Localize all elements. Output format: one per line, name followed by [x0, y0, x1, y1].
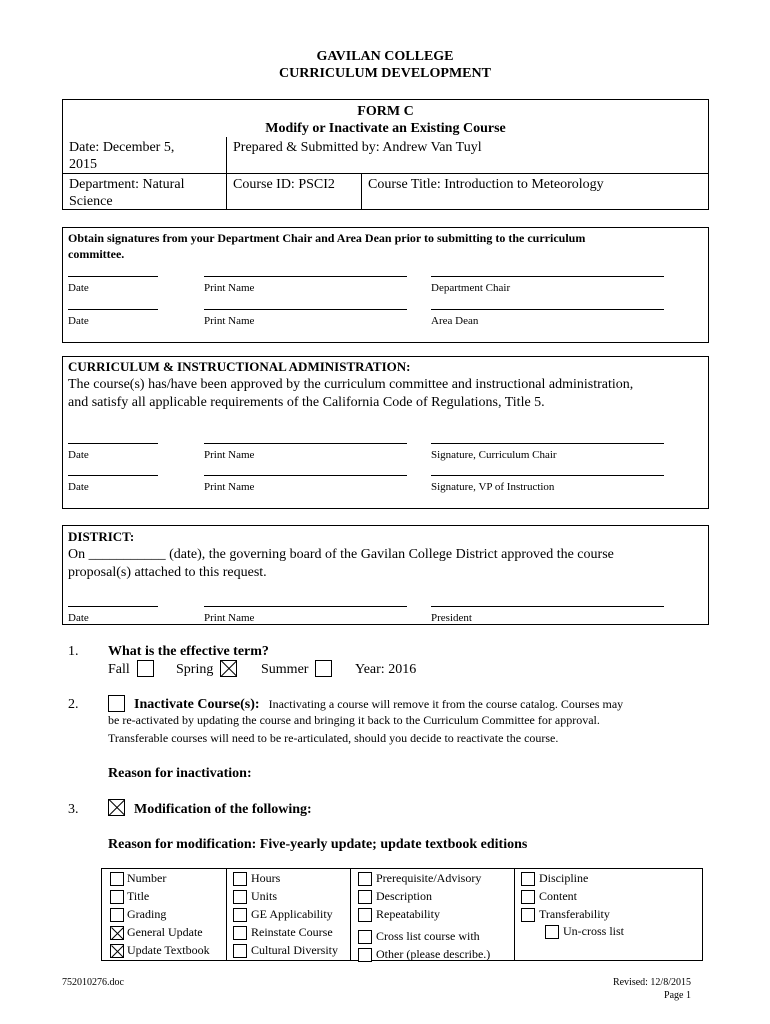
department-value: Science — [69, 194, 113, 209]
curriculum-text: The course(s) has/have been approved by the curriculum committee and instructional administration, — [68, 377, 634, 392]
cultural-diversity-checkbox[interactable] — [233, 944, 247, 958]
print-name-signature-line[interactable] — [204, 276, 407, 277]
fall-checkbox[interactable] — [137, 660, 154, 677]
modification-option-label: Description — [376, 889, 432, 903]
signature-instruction: Obtain signatures from your Department Chair and Area Dean prior to submitting to the curriculum — [68, 231, 586, 245]
effective-term-question: What is the effective term? — [108, 644, 269, 659]
print-name-signature-line[interactable] — [204, 309, 407, 310]
modification-title: Modification of the following: — [134, 802, 312, 817]
course-title-field: Course Title: Introduction to Meteorology — [368, 177, 604, 192]
inactivate-text-cont: be re-activated by updating the course and bringing it back to the Curriculum Committee for approval. — [108, 713, 600, 727]
transferability-checkbox[interactable] — [521, 908, 535, 922]
modification-option-label: Prerequisite/Advisory — [376, 871, 482, 885]
modification-option-label: Transferability — [539, 907, 610, 921]
summer-label: Summer — [261, 662, 309, 677]
department-title: CURRICULUM DEVELOPMENT — [279, 66, 491, 81]
date-signature-line[interactable] — [68, 606, 158, 607]
district-text-cont: proposal(s) attached to this request. — [68, 565, 267, 580]
modification-option-label: Hours — [251, 871, 281, 885]
modification-option-label: Update Textbook — [127, 943, 210, 957]
ge-applicability-checkbox[interactable] — [233, 908, 247, 922]
question-2-number: 2. — [68, 697, 79, 712]
un-cross-list-checkbox[interactable] — [545, 925, 559, 939]
modification-checkbox[interactable] — [108, 799, 125, 816]
print-name-signature-line[interactable] — [204, 606, 407, 607]
print-name-signature-line[interactable] — [204, 443, 407, 444]
college-title: GAVILAN COLLEGE — [316, 49, 454, 64]
print-name-label: Print Name — [204, 612, 255, 624]
form-subtitle: Modify or Inactivate an Existing Course — [265, 121, 506, 136]
footer-file: 752010276.doc — [62, 977, 124, 988]
description-checkbox[interactable] — [358, 890, 372, 904]
spring-label: Spring — [176, 662, 214, 677]
signature-instruction-cont: committee. — [68, 247, 125, 261]
curriculum-chair-signature-line[interactable] — [431, 443, 664, 444]
date-signature-line[interactable] — [68, 475, 158, 476]
curriculum-chair-label: Signature, Curriculum Chair — [431, 449, 557, 461]
prepared-by-field: Prepared & Submitted by: Andrew Van Tuyl — [233, 140, 482, 155]
date-label: Date — [68, 282, 89, 294]
print-name-label: Print Name — [204, 481, 255, 493]
date-signature-line[interactable] — [68, 309, 158, 310]
modification-option-label: Grading — [127, 907, 167, 921]
prerequisite-advisory-checkbox[interactable] — [358, 872, 372, 886]
modification-reason: Reason for modification: Five-yearly update; update textbook editions — [108, 837, 528, 852]
vp-instruction-label: Signature, VP of Instruction — [431, 481, 555, 493]
date-signature-line[interactable] — [68, 443, 158, 444]
vp-instruction-signature-line[interactable] — [431, 475, 664, 476]
curriculum-heading: CURRICULUM & INSTRUCTIONAL ADMINISTRATION: — [68, 359, 411, 374]
update-textbook-checkbox[interactable] — [110, 944, 124, 958]
fall-label: Fall — [108, 662, 130, 677]
form-name: FORM C — [357, 104, 414, 119]
modification-option-label: Other (please describe.) — [376, 947, 491, 961]
summer-checkbox[interactable] — [315, 660, 332, 677]
modification-option-label: General Update — [127, 925, 203, 939]
question-1-number: 1. — [68, 644, 79, 659]
modification-option-label: Number — [127, 871, 167, 885]
content-checkbox[interactable] — [521, 890, 535, 904]
title-checkbox[interactable] — [110, 890, 124, 904]
repeatability-checkbox[interactable] — [358, 908, 372, 922]
inactivate-text: Inactivating a course will remove it from the course catalog. Courses may — [268, 697, 624, 711]
date-label: Date — [68, 481, 89, 493]
modification-option-label: Cross list course with — [376, 929, 480, 943]
print-name-label: Print Name — [204, 282, 255, 294]
modification-option-label: Repeatability — [376, 907, 440, 921]
spring-checkbox[interactable] — [220, 660, 237, 677]
curriculum-text-cont: and satisfy all applicable requirements of the California Code of Regulations, Title 5. — [68, 395, 545, 410]
question-3-number: 3. — [68, 802, 79, 817]
president-label: President — [431, 612, 472, 624]
inactivate-text-cont: Transferable courses will need to be re-articulated, should you decide to reactivate the course. — [108, 731, 559, 745]
modification-option-label: Content — [539, 889, 577, 903]
inactivation-reason-label: Reason for inactivation: — [108, 766, 252, 781]
modification-option-label: Reinstate Course — [251, 925, 333, 939]
date-year: 2015 — [69, 157, 97, 172]
footer-page: Page 1 — [664, 990, 691, 1001]
modification-option-label: Discipline — [539, 871, 589, 885]
units-checkbox[interactable] — [233, 890, 247, 904]
modification-option-label: Units — [251, 889, 278, 903]
date-field: Date: December 5, — [69, 140, 175, 155]
area-dean-label: Area Dean — [431, 315, 479, 327]
general-update-checkbox[interactable] — [110, 926, 124, 940]
print-name-label: Print Name — [204, 315, 255, 327]
date-label: Date — [68, 449, 89, 461]
date-label: Date — [68, 612, 89, 624]
hours-checkbox[interactable] — [233, 872, 247, 886]
modification-option-label: Cultural Diversity — [251, 943, 338, 957]
reinstate-course-checkbox[interactable] — [233, 926, 247, 940]
department-field: Department: Natural — [69, 177, 185, 192]
print-name-label: Print Name — [204, 449, 255, 461]
grading-checkbox[interactable] — [110, 908, 124, 922]
number-checkbox[interactable] — [110, 872, 124, 886]
course-id-field: Course ID: PSCI2 — [233, 177, 335, 192]
discipline-checkbox[interactable] — [521, 872, 535, 886]
other-please-describe-checkbox[interactable] — [358, 948, 372, 962]
inactivate-title: Inactivate Course(s): — [134, 697, 260, 712]
district-text: On ___________ (date), the governing board of the Gavilan College District approved the course — [68, 547, 614, 562]
department-chair-signature-line[interactable] — [431, 276, 664, 277]
inactivate-line — [134, 695, 623, 713]
modification-option-label: Un-cross list — [563, 924, 624, 938]
footer-revised: Revised: 12/8/2015 — [612, 977, 691, 988]
modification-option-label: GE Applicability — [251, 907, 333, 921]
modification-option-label: Title — [127, 889, 150, 903]
date-label: Date — [68, 315, 89, 327]
president-signature-line[interactable] — [431, 606, 664, 607]
area-dean-signature-line[interactable] — [431, 309, 664, 310]
inactivate-checkbox[interactable] — [108, 695, 125, 712]
print-name-signature-line[interactable] — [204, 475, 407, 476]
cross-list-course-with-checkbox[interactable] — [358, 930, 372, 944]
effective-year: Year: 2016 — [355, 662, 417, 677]
date-signature-line[interactable] — [68, 276, 158, 277]
department-chair-label: Department Chair — [431, 282, 511, 294]
district-heading: DISTRICT: — [68, 529, 135, 544]
